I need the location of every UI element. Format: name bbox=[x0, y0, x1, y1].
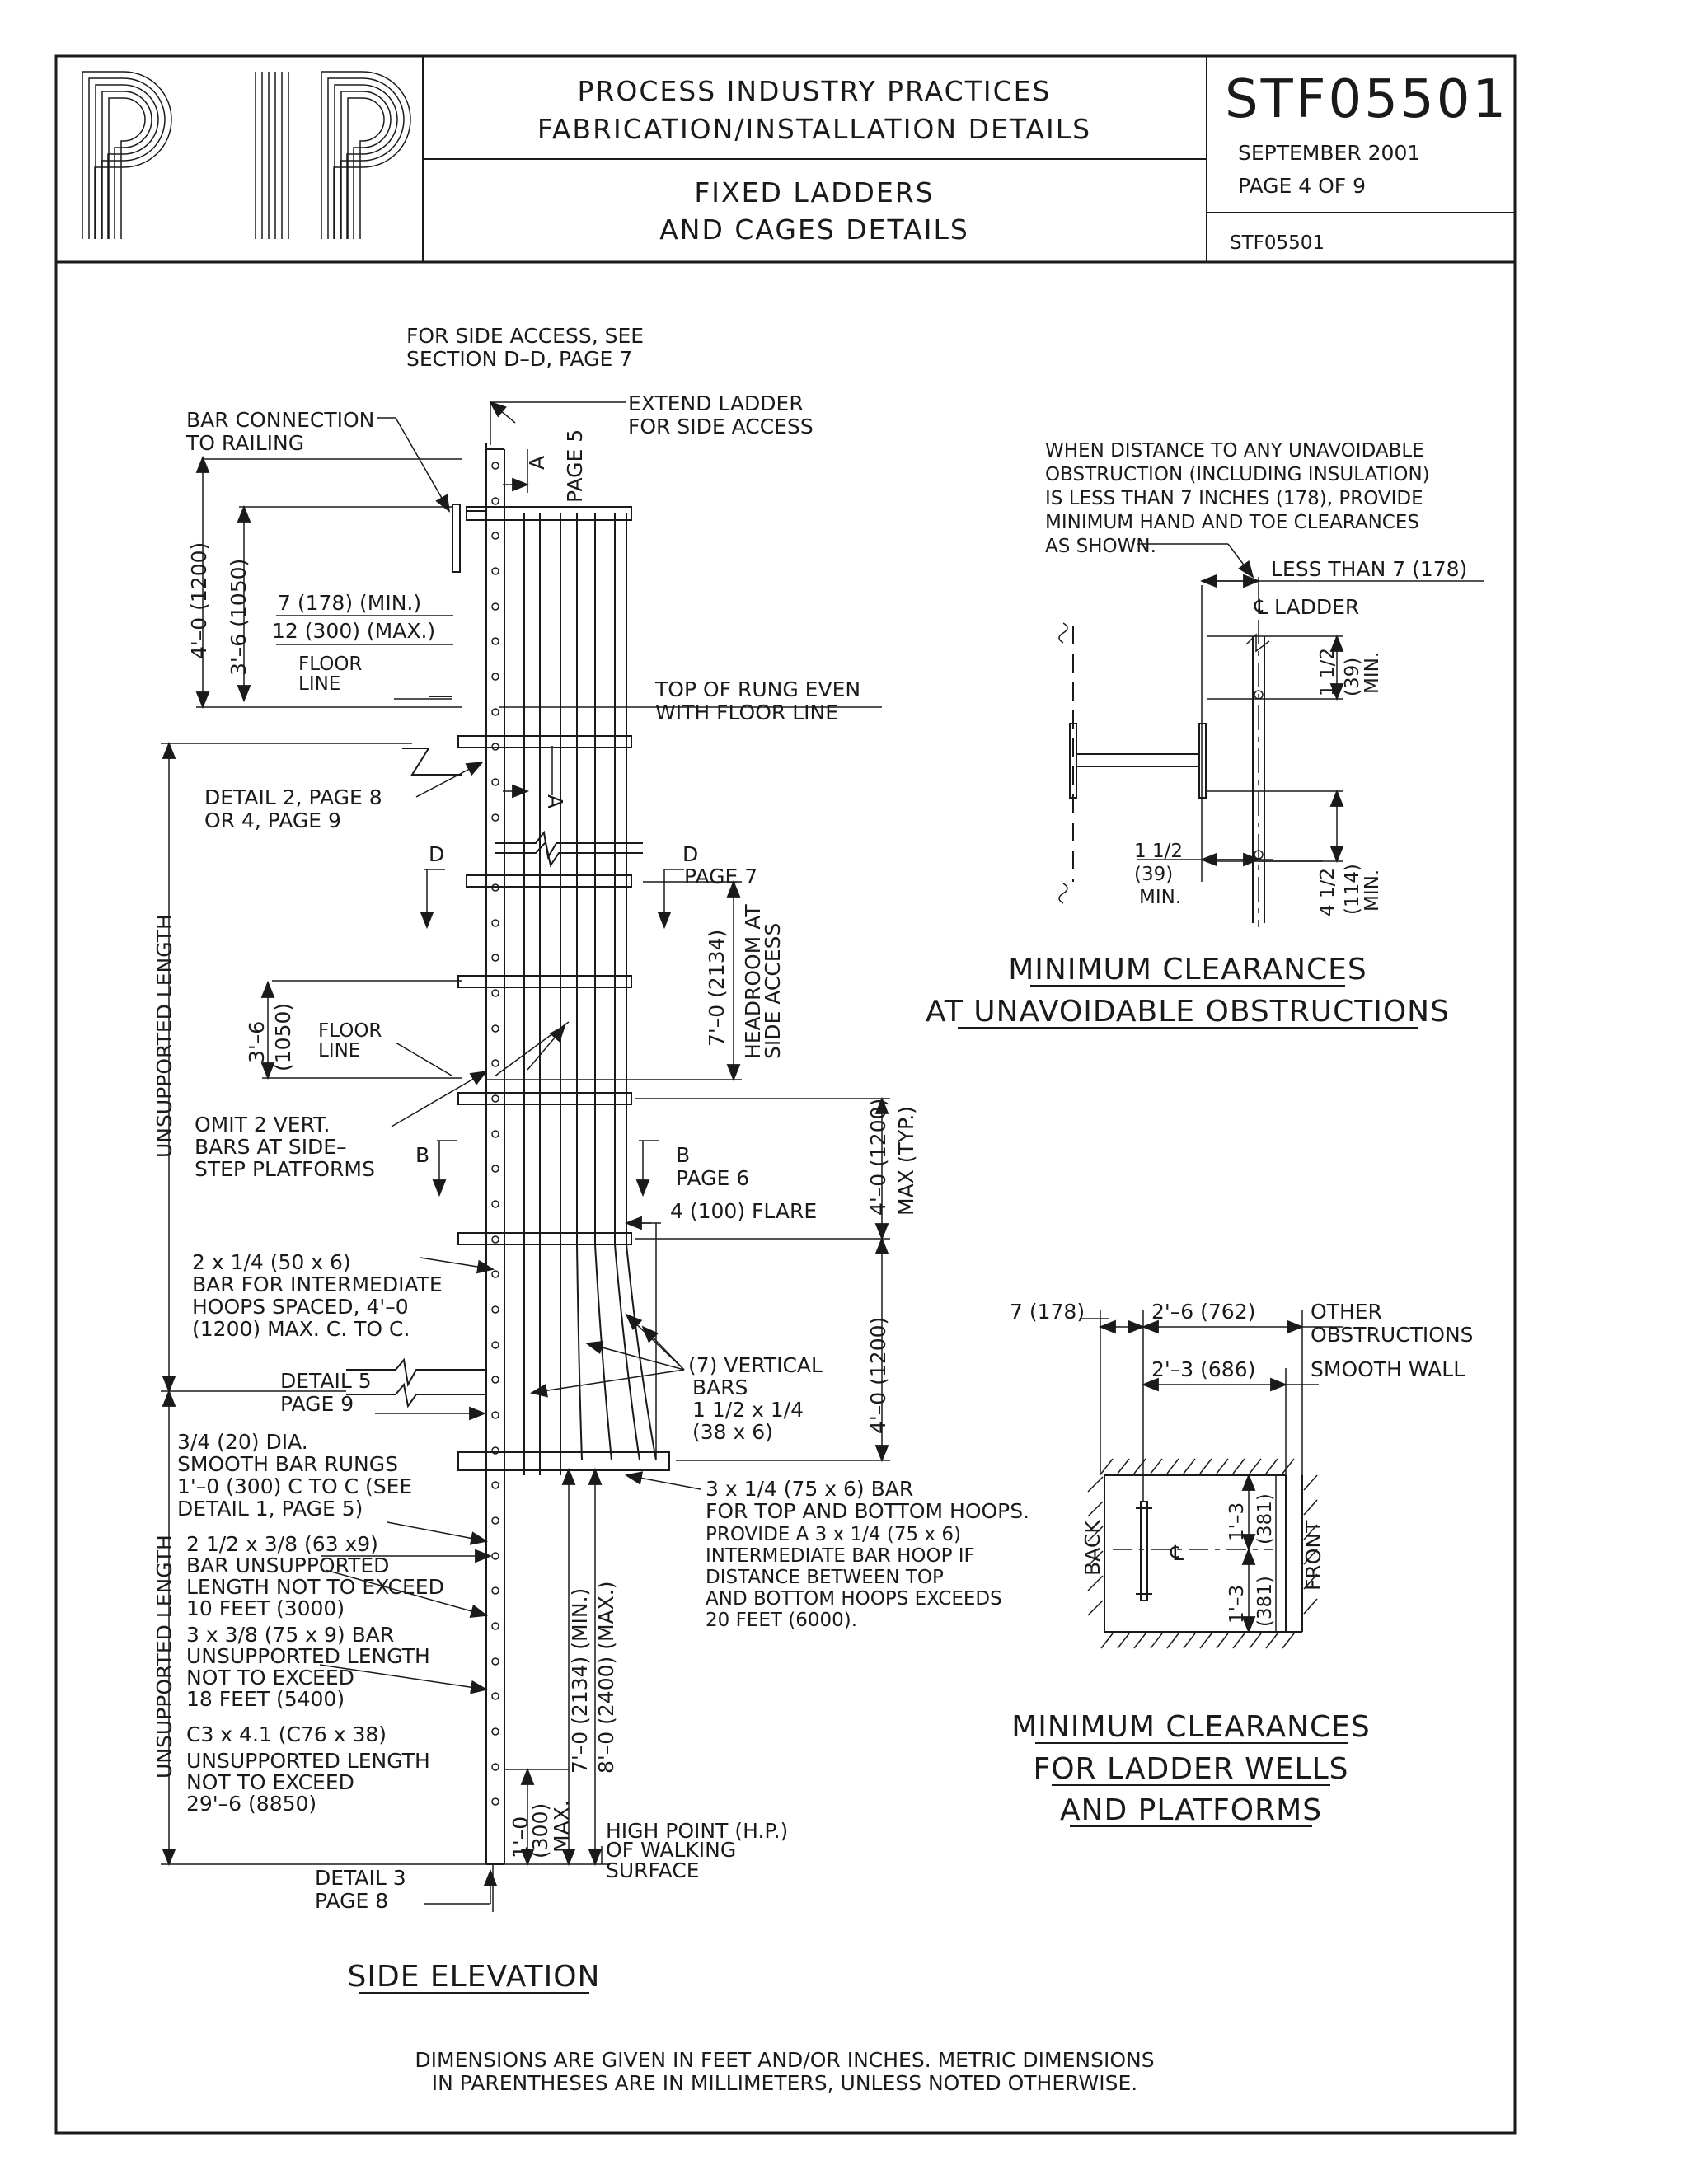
note-bar-conn-1: BAR CONNECTION bbox=[186, 408, 375, 432]
wells-back: BACK bbox=[1081, 1520, 1104, 1576]
wells-dim-2-6: 2'–6 (762) bbox=[1151, 1300, 1256, 1324]
dim-1050-lower: (1050) bbox=[271, 1002, 295, 1071]
doc-date: SEPTEMBER 2001 bbox=[1238, 141, 1421, 165]
doc-title-line-2: AND CAGES DETAILS bbox=[659, 213, 969, 246]
wells-smooth: SMOOTH WALL bbox=[1311, 1357, 1465, 1381]
wells-dim-2-3: 2'–3 (686) bbox=[1151, 1357, 1256, 1381]
dim-1-0: 1'–0 bbox=[509, 1816, 532, 1858]
wells-d-381b: (381) bbox=[1254, 1576, 1276, 1627]
wells-d-1-3a: 1'–3 bbox=[1226, 1502, 1248, 1541]
doc-title-line-1: FIXED LADDERS bbox=[694, 176, 935, 209]
note-rung-3: 1'–0 (300) C TO C (SEE bbox=[177, 1474, 413, 1498]
note-rung-1: 3/4 (20) DIA. bbox=[177, 1430, 308, 1454]
note-hoop-2: FOR TOP AND BOTTOM HOOPS. bbox=[706, 1499, 1030, 1523]
section-b-right: B bbox=[676, 1143, 691, 1167]
note-top-rung-2: WITH FLOOR LINE bbox=[655, 701, 838, 724]
dim-3-6-lower: 3'–6 bbox=[245, 1020, 269, 1063]
obs-d1-1: 1 1/2 bbox=[1317, 648, 1339, 696]
note-s2-4: 18 FEET (5400) bbox=[186, 1687, 345, 1711]
footer-line-1: DIMENSIONS ARE GIVEN IN FEET AND/OR INCHES. METRIC DIMENSIONS bbox=[415, 2048, 1155, 2072]
section-a-top: A bbox=[525, 455, 549, 470]
note-extend-2: FOR SIDE ACCESS bbox=[628, 415, 814, 438]
note-s3-1: C3 x 4.1 (C76 x 38) bbox=[186, 1722, 387, 1746]
page6-label: PAGE 6 bbox=[676, 1166, 750, 1190]
note-hoop-5: DISTANCE BETWEEN TOP bbox=[706, 1567, 944, 1588]
wells-other-2: OBSTRUCTIONS bbox=[1311, 1323, 1474, 1347]
page7-label: PAGE 7 bbox=[684, 865, 758, 888]
wells-front: FRONT bbox=[1301, 1520, 1325, 1591]
obs-note-4: MINIMUM HAND AND TOE CLEARANCES bbox=[1045, 512, 1419, 533]
side-elevation-title: SIDE ELEVATION bbox=[347, 1960, 601, 1994]
note-hoop-1: 3 x 1/4 (75 x 6) BAR bbox=[706, 1477, 914, 1501]
doc-number: STF05501 bbox=[1225, 69, 1509, 130]
note-detail2-2: OR 4, PAGE 9 bbox=[204, 808, 341, 832]
obs-title-1: MINIMUM CLEARANCES bbox=[1008, 953, 1367, 987]
unsupported-length-upper: UNSUPPORTED LENGTH bbox=[152, 914, 176, 1158]
wells-title-3: AND PLATFORMS bbox=[1059, 1793, 1323, 1827]
obstructions-labels bbox=[926, 440, 1467, 1029]
note-detail5-2: PAGE 9 bbox=[280, 1392, 354, 1416]
dim-max-300: 12 (300) (MAX.) bbox=[272, 619, 436, 643]
obs-d2-2: (39) bbox=[1134, 864, 1174, 885]
obs-d3-3: MIN. bbox=[1362, 869, 1383, 912]
note-extend-1: EXTEND LADDER bbox=[628, 391, 804, 415]
dim-max-typ-1: 4'–0 (1200) bbox=[866, 1098, 890, 1216]
note-vert-4: (38 x 6) bbox=[692, 1420, 773, 1444]
note-vert-1: (7) VERTICAL bbox=[688, 1353, 823, 1377]
section-d-left: D bbox=[429, 842, 445, 866]
note-hoop-6: AND BOTTOM HOOPS EXCEEDS bbox=[706, 1588, 1002, 1610]
note-omit-1: OMIT 2 VERT. bbox=[195, 1113, 331, 1137]
dim-300: (300) bbox=[528, 1802, 552, 1858]
floor-line-1b: LINE bbox=[298, 673, 341, 695]
footer-line-2: IN PARENTHESES ARE IN MILLIMETERS, UNLESS NOTED OTHERWISE. bbox=[431, 2071, 1138, 2095]
page5-label: PAGE 5 bbox=[563, 429, 587, 503]
footer-note bbox=[415, 2048, 1154, 2095]
side-elevation-labels bbox=[152, 324, 1029, 1994]
dim-4-0-lower: 4'–0 (1200) bbox=[866, 1316, 890, 1434]
note-vert-2: BARS bbox=[692, 1376, 748, 1399]
note-s1-2: BAR UNSUPPORTED bbox=[186, 1554, 390, 1577]
note-hp-1: HIGH POINT (H.P.) bbox=[606, 1819, 789, 1843]
obs-note-1: WHEN DISTANCE TO ANY UNAVOIDABLE bbox=[1045, 440, 1424, 462]
note-hoop-3: PROVIDE A 3 x 1/4 (75 x 6) bbox=[706, 1524, 961, 1545]
dim-max-label: MAX. bbox=[550, 1800, 574, 1853]
dim-max-typ-2: MAX (TYP.) bbox=[894, 1106, 918, 1216]
note-hoop-4: INTERMEDIATE BAR HOOP IF bbox=[706, 1545, 975, 1567]
floor-line-2a: FLOOR bbox=[318, 1020, 382, 1042]
dim-3-6: 3'–6 (1050) bbox=[227, 558, 251, 676]
obs-d3-2: (114) bbox=[1342, 864, 1363, 915]
note-bar-4: (1200) MAX. C. TO C. bbox=[192, 1317, 410, 1341]
floor-line-1a: FLOOR bbox=[298, 654, 363, 675]
dim-min-178: 7 (178) (MIN.) bbox=[278, 591, 422, 615]
note-rung-2: SMOOTH BAR RUNGS bbox=[177, 1452, 398, 1476]
unsupported-length-lower: UNSUPPORTED LENGTH bbox=[152, 1535, 176, 1779]
obs-d2-3: MIN. bbox=[1139, 887, 1182, 908]
obs-note-3: IS LESS THAN 7 INCHES (178), PROVIDE bbox=[1045, 488, 1423, 509]
note-s3-3: NOT TO EXCEED bbox=[186, 1770, 354, 1794]
note-s3-4: 29'–6 (8850) bbox=[186, 1792, 317, 1816]
note-detail3-1: DETAIL 3 bbox=[315, 1866, 406, 1890]
wells-cl: ℄ bbox=[1170, 1541, 1184, 1565]
wells-labels bbox=[1010, 1300, 1474, 1827]
section-d-right: D bbox=[682, 842, 699, 866]
dim-4-0: 4'–0 (1200) bbox=[187, 541, 211, 659]
dim-8-0-max: 8'–0 (2400) (MAX.) bbox=[594, 1581, 618, 1774]
note-bar-1: 2 x 1/4 (50 x 6) bbox=[192, 1250, 351, 1274]
obs-cl-ladder: ℄ LADDER bbox=[1254, 595, 1360, 619]
note-rung-4: DETAIL 1, PAGE 5) bbox=[177, 1497, 363, 1521]
note-s3-2: UNSUPPORTED LENGTH bbox=[186, 1749, 430, 1773]
wells-d-381a: (381) bbox=[1254, 1493, 1276, 1544]
note-side-access-2: SECTION D–D, PAGE 7 bbox=[406, 347, 633, 371]
wells-dim-7: 7 (178) bbox=[1010, 1300, 1085, 1324]
obs-d3-1: 4 1/2 bbox=[1317, 868, 1339, 916]
floor-line-2b: LINE bbox=[318, 1040, 361, 1062]
dim-flare: 4 (100) FLARE bbox=[670, 1199, 818, 1223]
dim-7-0-min: 7'–0 (2134) (MIN.) bbox=[568, 1587, 592, 1774]
note-hp-2: OF WALKING bbox=[606, 1838, 737, 1862]
obs-d1-3: MIN. bbox=[1362, 651, 1383, 694]
note-top-rung-1: TOP OF RUNG EVEN bbox=[655, 677, 861, 701]
note-s1-4: 10 FEET (3000) bbox=[186, 1596, 345, 1620]
wells-other-1: OTHER bbox=[1311, 1300, 1382, 1324]
obs-note-2: OBSTRUCTION (INCLUDING INSULATION) bbox=[1045, 464, 1430, 485]
obs-title-2: AT UNAVOIDABLE OBSTRUCTIONS bbox=[926, 995, 1450, 1029]
note-omit-3: STEP PLATFORMS bbox=[195, 1157, 375, 1181]
obs-note-5: AS SHOWN. bbox=[1045, 536, 1156, 557]
org-line-2: FABRICATION/INSTALLATION DETAILS bbox=[537, 113, 1092, 145]
note-hoop-7: 20 FEET (6000). bbox=[706, 1610, 858, 1631]
note-s1-1: 2 1/2 x 3/8 (63 x9) bbox=[186, 1532, 378, 1556]
note-vert-3: 1 1/2 x 1/4 bbox=[692, 1398, 804, 1422]
section-b-left: B bbox=[415, 1143, 430, 1167]
note-omit-2: BARS AT SIDE– bbox=[195, 1135, 347, 1159]
wells-title-1: MINIMUM CLEARANCES bbox=[1011, 1710, 1371, 1744]
note-detail3-2: PAGE 8 bbox=[315, 1889, 389, 1913]
obs-d2-1: 1 1/2 bbox=[1134, 841, 1183, 862]
section-a-bottom: A bbox=[543, 794, 567, 809]
note-s2-3: NOT TO EXCEED bbox=[186, 1666, 354, 1690]
note-s2-1: 3 x 3/8 (75 x 9) BAR bbox=[186, 1623, 395, 1647]
note-s2-2: UNSUPPORTED LENGTH bbox=[186, 1644, 430, 1668]
note-bar-3: HOOPS SPACED, 4'–0 bbox=[192, 1295, 409, 1319]
doc-page: PAGE 4 OF 9 bbox=[1238, 174, 1367, 198]
note-side-access-1: FOR SIDE ACCESS, SEE bbox=[406, 324, 645, 348]
dim-headroom-3: SIDE ACCESS bbox=[761, 922, 785, 1059]
org-line-1: PROCESS INDUSTRY PRACTICES bbox=[577, 75, 1052, 107]
pip-logo bbox=[82, 72, 410, 239]
dim-headroom-1: 7'–0 (2134) bbox=[705, 929, 729, 1047]
note-s1-3: LENGTH NOT TO EXCEED bbox=[186, 1575, 444, 1599]
note-detail5-1: DETAIL 5 bbox=[280, 1369, 372, 1393]
obs-d1-2: (39) bbox=[1342, 657, 1363, 696]
note-bar-conn-2: TO RAILING bbox=[186, 431, 305, 455]
dim-headroom-2: HEADROOM AT bbox=[741, 904, 765, 1059]
obs-less-than: LESS THAN 7 (178) bbox=[1271, 557, 1468, 581]
wells-d-1-3b: 1'–3 bbox=[1226, 1584, 1248, 1624]
note-hp-3: SURFACE bbox=[606, 1858, 700, 1882]
note-bar-2: BAR FOR INTERMEDIATE bbox=[192, 1272, 443, 1296]
note-detail2-1: DETAIL 2, PAGE 8 bbox=[204, 785, 382, 809]
wells-title-2: FOR LADDER WELLS bbox=[1033, 1752, 1349, 1786]
doc-number-small: STF05501 bbox=[1230, 232, 1325, 254]
